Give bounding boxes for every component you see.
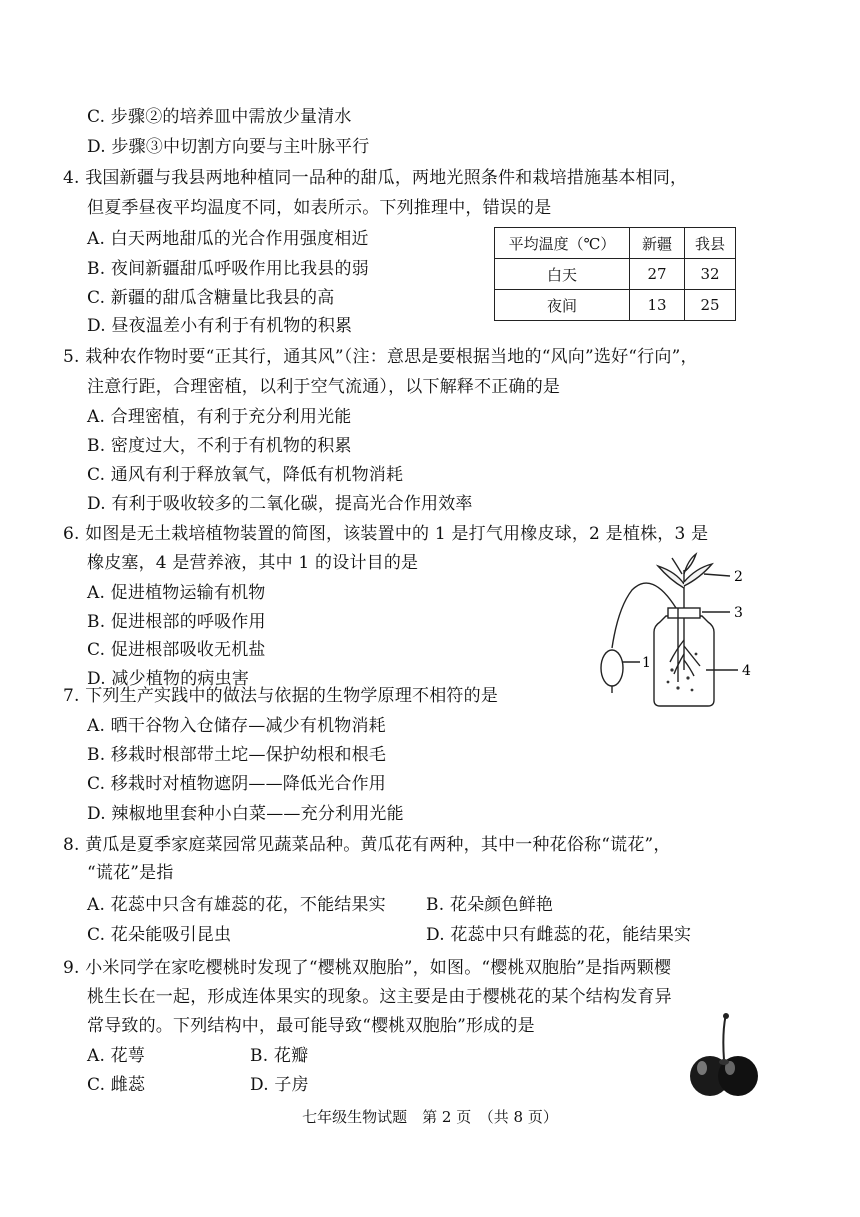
q3-option-d: D. 步骤③中切割方向要与主叶脉平行 (87, 137, 370, 157)
q4-option-a: A. 白天两地甜瓜的光合作用强度相近 (87, 229, 369, 249)
q6-option-d: D. 减少植物的病虫害 (87, 669, 250, 689)
q7-option-a: A. 晒干谷物入仓储存—减少有机物消耗 (87, 716, 386, 736)
q8-stem-line2: “谎花”是指 (87, 863, 174, 883)
q8-option-d: D. 花蕊中只有雌蕊的花，能结果实 (426, 925, 692, 945)
table-row (495, 259, 736, 290)
table-cell: 25 (685, 290, 736, 321)
q9-stem-line3: 常导致的。下列结构中，最可能导致“樱桃双胞胎”形成的是 (87, 1016, 535, 1036)
temperature-table (494, 227, 736, 321)
q4-option-d: D. 昼夜温差小有利于有机物的积累 (87, 316, 353, 336)
q6-option-b: B. 促进根部的呼吸作用 (87, 612, 266, 632)
q5-option-a: A. 合理密植，有利于充分利用光能 (87, 407, 352, 427)
table-cell: 白天 (495, 259, 630, 290)
table-cell: 夜间 (495, 290, 630, 321)
twin-cherries-image (686, 1012, 766, 1098)
q7-option-c: C. 移栽时对植物遮阴——降低光合作用 (87, 774, 387, 794)
q9-stem-line2: 桃生长在一起，形成连体果实的现象。这主要是由于樱桃花的某个结构发育异 (87, 987, 672, 1007)
q7-option-b: B. 移栽时根部带土坨—保护幼根和根毛 (87, 745, 387, 765)
table-header-cell: 新疆 (630, 228, 685, 259)
q5-stem-line1: 5. 栽种农作物时要“正其行，通其风”（注：意思是要根据当地的“风向”选好“行向”， (63, 347, 698, 367)
q7-stem: 7. 下列生产实践中的做法与依据的生物学原理不相符的是 (63, 686, 499, 706)
table-row (495, 290, 736, 321)
diagram-label-2: 2 (734, 569, 743, 585)
table-header-cell: 平均温度（℃） (495, 228, 630, 259)
q4-stem-line1: 4. 我国新疆与我县两地种植同一品种的甜瓜，两地光照条件和栽培措施基本相同， (63, 168, 688, 188)
diagram-label-4: 4 (742, 663, 751, 679)
q6-stem-line2: 橡皮塞，4 是营养液，其中 1 的设计目的是 (87, 553, 419, 573)
q6-option-c: C. 促进根部吸收无机盐 (87, 640, 266, 660)
q4-stem-line2: 但夏季昼夜平均温度不同，如表所示。下列推理中，错误的是 (87, 198, 552, 218)
q5-stem-line2: 注意行距，合理密植，以利于空气流通），以下解释不正确的是 (87, 377, 561, 397)
q6-option-a: A. 促进植物运输有机物 (87, 583, 266, 603)
diagram-label-1: 1 (642, 655, 651, 671)
q7-option-d: D. 辣椒地里套种小白菜——充分利用光能 (87, 804, 404, 824)
hydroponic-apparatus-diagram (592, 550, 762, 710)
q4-option-b: B. 夜间新疆甜瓜呼吸作用比我县的弱 (87, 259, 369, 279)
table-cell: 27 (630, 259, 685, 290)
q9-option-b: B. 花瓣 (250, 1046, 309, 1066)
q8-option-a: A. 花蕊中只含有雄蕊的花，不能结果实 (87, 895, 386, 915)
table-cell: 32 (685, 259, 736, 290)
q9-option-a: A. 花萼 (87, 1046, 146, 1066)
page-footer: 七年级生物试题 第 2 页 （共 8 页） (302, 1108, 558, 1126)
q6-stem-line1: 6. 如图是无土栽培植物装置的简图，该装置中的 1 是打气用橡皮球，2 是植株，3 是 (63, 524, 709, 544)
q9-option-d: D. 子房 (250, 1075, 309, 1095)
q3-option-c: C. 步骤②的培养皿中需放少量清水 (87, 107, 352, 127)
q8-stem-line1: 8. 黄瓜是夏季家庭菜园常见蔬菜品种。黄瓜花有两种，其中一种花俗称“谎花”， (63, 835, 671, 855)
q5-option-c: C. 通风有利于释放氧气，降低有机物消耗 (87, 465, 404, 485)
q9-stem-line1: 9. 小米同学在家吃樱桃时发现了“樱桃双胞胎”，如图。“樱桃双胞胎”是指两颗樱 (63, 958, 672, 978)
q5-option-d: D. 有利于吸收较多的二氧化碳，提高光合作用效率 (87, 494, 473, 514)
q4-option-c: C. 新疆的甜瓜含糖量比我县的高 (87, 288, 335, 308)
diagram-label-3: 3 (734, 605, 743, 621)
table-header-row (495, 228, 736, 259)
q8-option-c: C. 花朵能吸引昆虫 (87, 925, 232, 945)
q5-option-b: B. 密度过大，不利于有机物的积累 (87, 436, 352, 456)
q9-option-c: C. 雌蕊 (87, 1075, 146, 1095)
q8-option-b: B. 花朵颜色鲜艳 (426, 895, 554, 915)
table-cell: 13 (630, 290, 685, 321)
table-header-cell: 我县 (685, 228, 736, 259)
